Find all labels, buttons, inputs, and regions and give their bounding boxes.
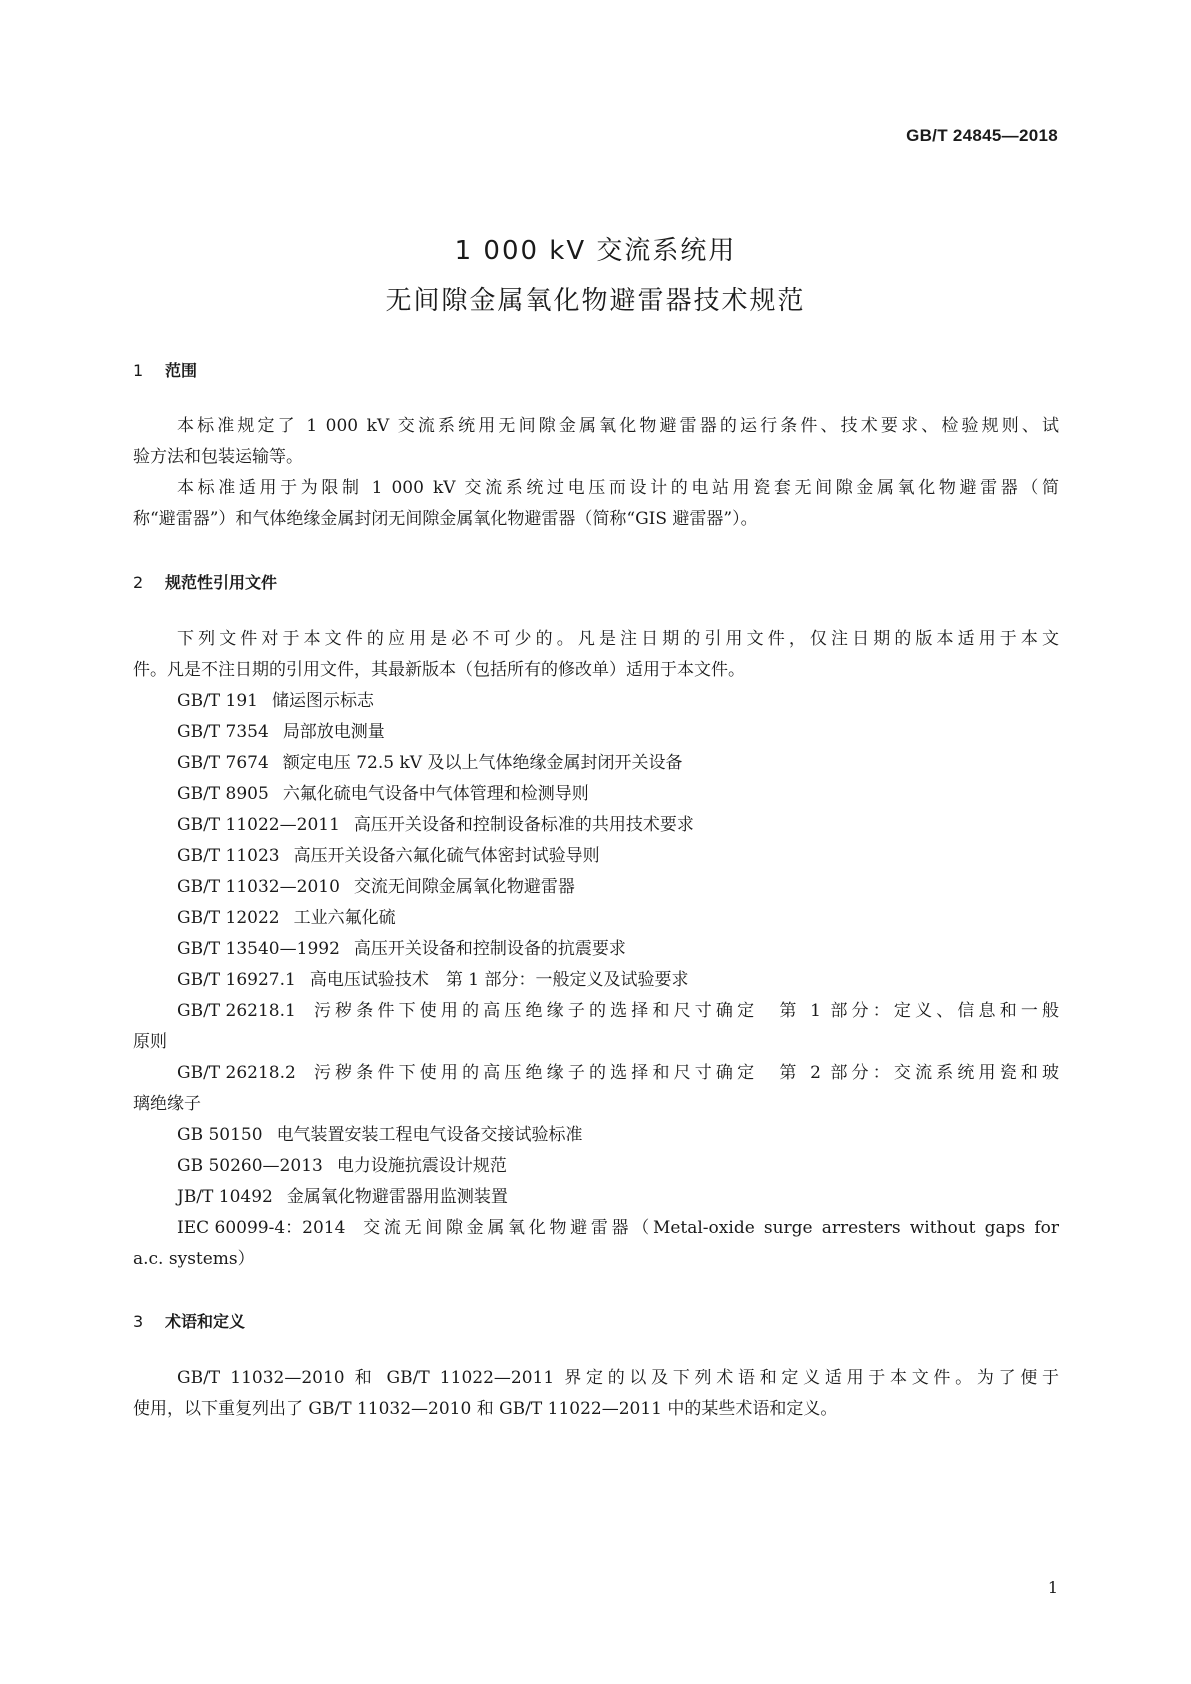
paragraph-line: 本标准适用于为限制 1 000 kV 交流系统过电压而设计的电站用瓷套无间隙金属氧化物避雷器（简: [177, 478, 1059, 498]
reference-item: [177, 939, 626, 959]
reference-item: [177, 1156, 507, 1176]
paragraph-line: 使用，以下重复列出了 GB/T 11032—2010 和 GB/T 11022—2011 中的某些术语和定义。: [133, 1399, 838, 1419]
reference-code: GB/T 8905: [177, 784, 269, 804]
standard-code: GB/T 24845—2018: [906, 126, 1058, 145]
reference-item: [177, 877, 575, 897]
reference-title: 六氟化硫电气设备中气体管理和检测导则: [282, 784, 589, 804]
reference-code: IEC 60099-4：2014: [177, 1218, 346, 1238]
reference-title: 高压开关设备和控制设备的抗震要求: [353, 939, 626, 959]
paragraph-line: 本标准规定了 1 000 kV 交流系统用无间隙金属氧化物避雷器的运行条件、技术要求、检验规则、试: [177, 416, 1059, 436]
reference-code: GB/T 26218.2: [177, 1063, 296, 1083]
reference-code: GB/T 12022: [177, 908, 280, 928]
reference-code: GB/T 11022—2011: [177, 815, 340, 835]
document-title-line-2: 无间隙金属氧化物避雷器技术规范: [385, 286, 806, 316]
reference-continuation: 璃绝缘子: [133, 1094, 201, 1114]
section-heading: [133, 570, 277, 593]
reference-title: 高电压试验技术 第 1 部分：一般定义及试验要求: [309, 970, 689, 990]
paragraph-line: GB/T 11032—2010 和 GB/T 11022—2011 界定的以及下列术语和定义适用于本文件。为了便于: [177, 1368, 1059, 1388]
section-heading: [133, 358, 197, 381]
reference-title: 局部放电测量: [282, 722, 385, 742]
reference-code: GB/T 11032—2010: [177, 877, 340, 897]
section-number: 1: [133, 361, 144, 380]
reference-title: 额定电压 72.5 kV 及以上气体绝缘金属封闭开关设备: [282, 753, 683, 773]
reference-item: [177, 1063, 1059, 1083]
section-title: 术语和定义: [165, 1312, 246, 1331]
reference-item: [177, 1125, 583, 1145]
reference-item: [177, 846, 600, 866]
reference-continuation: a.c. systems）: [133, 1249, 255, 1269]
reference-code: GB/T 26218.1: [177, 1001, 296, 1021]
section-title: 规范性引用文件: [165, 573, 278, 592]
reference-item: [177, 722, 385, 742]
reference-item: [177, 970, 688, 990]
reference-title: 污秽条件下使用的高压绝缘子的选择和尺寸确定 第 2 部分：交流系统用瓷和玻: [309, 1063, 1059, 1083]
reference-title: 工业六氟化硫: [293, 908, 396, 928]
reference-item: [177, 815, 694, 835]
paragraph-line: 件。凡是不注日期的引用文件，其最新版本（包括所有的修改单）适用于本文件。: [133, 660, 745, 680]
reference-item: [177, 1001, 1059, 1021]
reference-title: 交流无间隙金属氧化物避雷器: [353, 877, 575, 897]
reference-code: GB/T 7354: [177, 722, 269, 742]
section-number: 3: [133, 1312, 144, 1331]
reference-code: GB 50260—2013: [177, 1156, 323, 1176]
reference-item: [177, 691, 374, 711]
reference-title: 电力设施抗震设计规范: [336, 1156, 507, 1176]
document-title-line-1: 1 000 kV 交流系统用: [454, 236, 737, 266]
reference-title: 高压开关设备六氟化硫气体密封试验导则: [293, 846, 600, 866]
reference-code: GB/T 191: [177, 691, 258, 711]
paragraph-line: 下列文件对于本文件的应用是必不可少的。凡是注日期的引用文件，仅注日期的版本适用于本文: [177, 629, 1059, 649]
reference-item: [177, 753, 682, 773]
reference-title: 污秽条件下使用的高压绝缘子的选择和尺寸确定 第 1 部分：定义、信息和一般: [309, 1001, 1059, 1021]
reference-code: GB 50150: [177, 1125, 263, 1145]
reference-title: 高压开关设备和控制设备标准的共用技术要求: [353, 815, 694, 835]
page-number: 1: [1047, 1578, 1058, 1597]
section-number: 2: [133, 573, 144, 592]
reference-title: 金属氧化物避雷器用监测装置: [286, 1187, 508, 1207]
reference-title: 储运图示标志: [272, 691, 374, 711]
section-heading: [133, 1309, 245, 1332]
reference-title: 交流无间隙金属氧化物避雷器（Metal-oxide surge arresters without gaps for: [359, 1218, 1059, 1238]
reference-item: [177, 1218, 1059, 1238]
reference-code: JB/T 10492: [177, 1187, 273, 1207]
paragraph-line: 验方法和包装运输等。: [133, 447, 303, 467]
reference-code: GB/T 13540—1992: [177, 939, 340, 959]
reference-item: [177, 908, 396, 928]
reference-continuation: 原则: [133, 1032, 167, 1052]
reference-code: GB/T 11023: [177, 846, 280, 866]
reference-code: GB/T 16927.1: [177, 970, 296, 990]
paragraph-line: 称“避雷器”）和气体绝缘金属封闭无间隙金属氧化物避雷器（简称“GIS 避雷器”）。: [133, 509, 758, 529]
section-title: 范围: [165, 361, 198, 380]
reference-item: [177, 1187, 508, 1207]
reference-code: GB/T 7674: [177, 753, 269, 773]
reference-title: 电气装置安装工程电气设备交接试验标准: [276, 1125, 583, 1145]
reference-item: [177, 784, 589, 804]
